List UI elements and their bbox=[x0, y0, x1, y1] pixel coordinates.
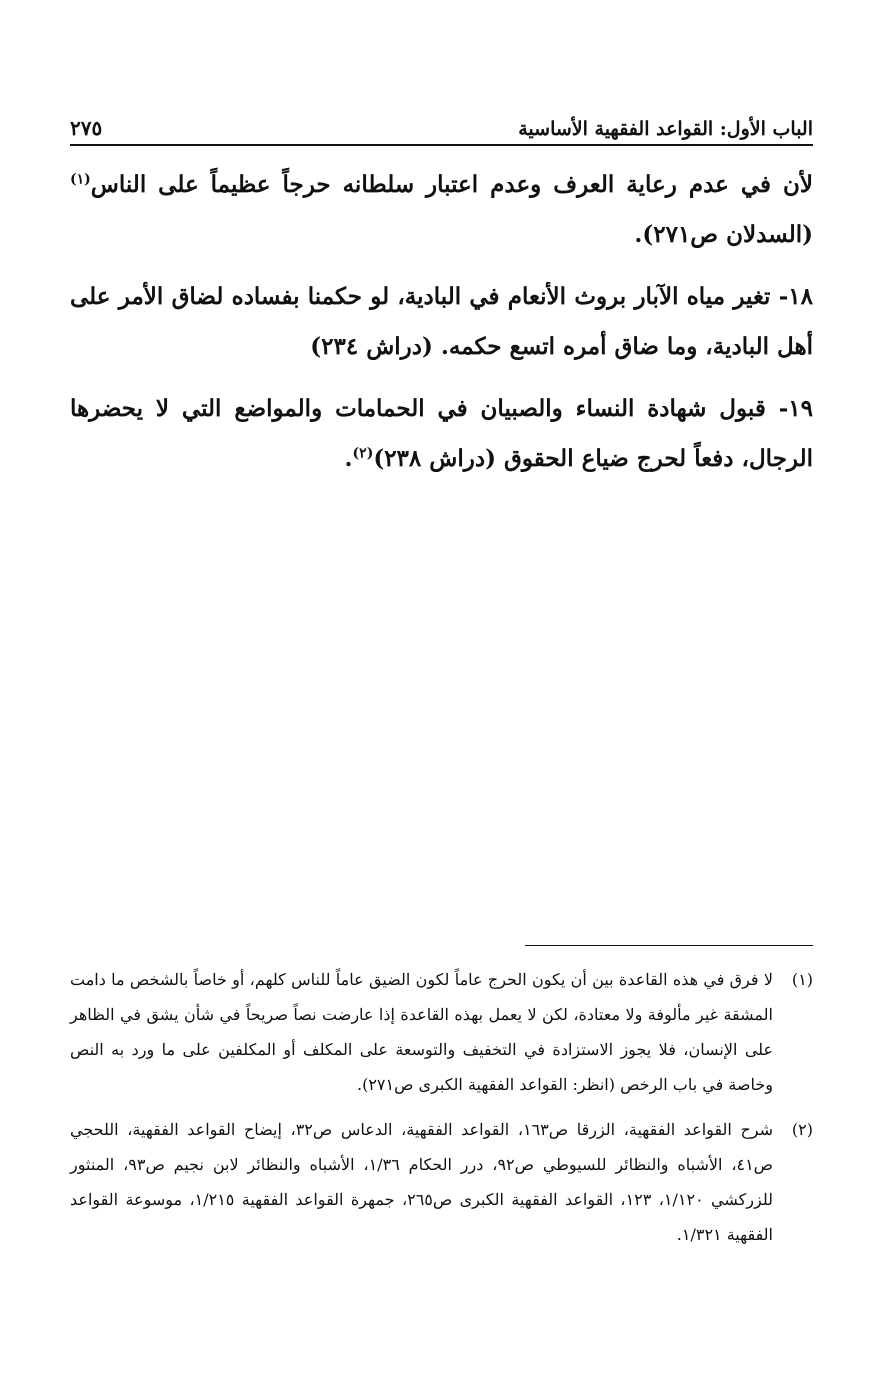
paragraph-2 bbox=[70, 272, 813, 372]
paragraph-1 bbox=[70, 160, 813, 260]
footnote-text-2: شرح القواعد الفقهية، الزرقا ص١٦٣، القواعد الفقهية، الدعاس ص٣٢، إيضاح القواعد الفقهية، اللحجي ص٤١، الأشباه والنظائر للسيوطي ص٩٢، درر الحكام ١/٣٦، الأشباه والنظائر لابن نجيم ص٩٣، المنثور للزركشي ١/١٢٠، ١٢٣، القواعد الفقهية الكبرى ص٢٦٥، جمهرة القواعد الفقهية ١/٢١٥، موسوعة القواعد الفقهية ١/٣٢١. bbox=[70, 1120, 774, 1244]
footnote-divider bbox=[525, 945, 813, 946]
main-text bbox=[70, 160, 813, 496]
running-header bbox=[70, 100, 813, 146]
chapter-title: الباب الأول: القواعد الفقهية الأساسية bbox=[518, 118, 813, 140]
paragraph-3-text: ١٩- قبول شهادة النساء والصبيان في الحمامات والمواضع التي لا يحضرها الرجال، دفعاً لحرج ضياع الحقوق (دراش ٢٣٨) bbox=[70, 395, 813, 472]
footnote-2 bbox=[70, 1112, 813, 1252]
footnote-marker-1: (١) bbox=[791, 970, 813, 989]
paragraph-1-tail: (السدلان ص٢٧١). bbox=[634, 221, 813, 248]
page-number: ٢٧٥ bbox=[70, 116, 103, 140]
paragraph-3 bbox=[70, 384, 813, 484]
footnote-ref-2: (٢) bbox=[352, 445, 374, 462]
footnotes bbox=[70, 962, 813, 1262]
paragraph-2-text: ١٨- تغير مياه الآبار بروث الأنعام في البادية، لو حكمنا بفساده لضاق الأمر على أهل البادية، وما ضاق أمره اتسع حكمه. (دراش ٢٣٤) bbox=[70, 283, 813, 360]
paragraph-3-tail: . bbox=[344, 445, 353, 472]
footnote-ref-1: (١) bbox=[70, 171, 91, 188]
paragraph-1-text: لأن في عدم رعاية العرف وعدم اعتبار سلطانه حرجاً عظيماً على الناس bbox=[90, 171, 813, 198]
footnote-text-1: لا فرق في هذه القاعدة بين أن يكون الحرج عاماً لكون الضيق عاماً للناس كلهم، أو خاصاً بالشخص ما دامت المشقة غير مألوفة ولا معتادة، لكن لا يعمل بهذه القاعدة إذا عارضت نصاً صريحاً في شأن يشق في الظاهر على الإنسان، فلا يجوز الاستزادة في التخفيف والتوسعة على المكلف أو المكلفين على ما ورد به النص وخاصة في باب الرخص (انظر: القواعد الفقهية الكبرى ص٢٧١). bbox=[70, 970, 773, 1094]
footnote-marker-2: (٢) bbox=[791, 1120, 813, 1139]
footnote-1 bbox=[70, 962, 813, 1102]
